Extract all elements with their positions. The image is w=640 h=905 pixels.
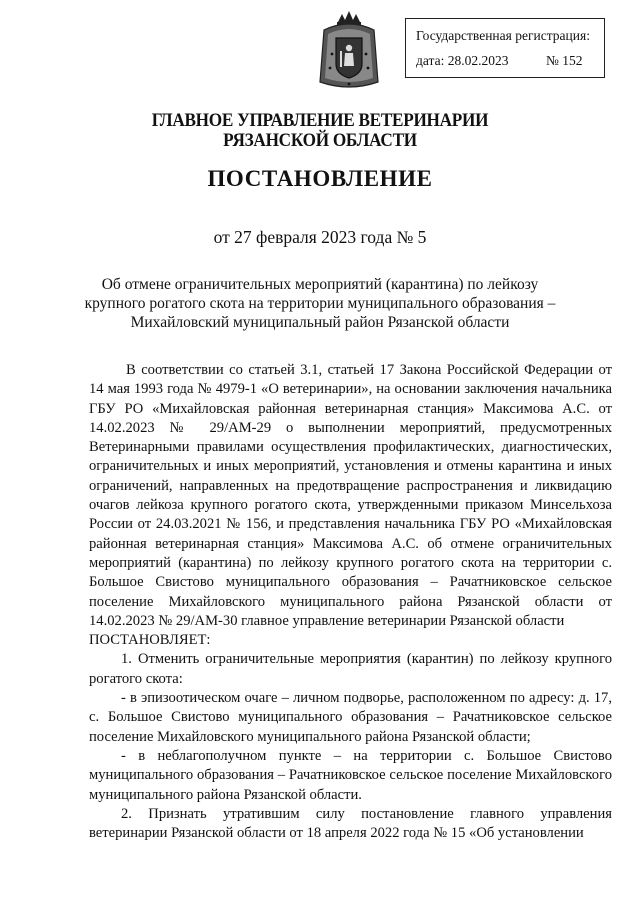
registration-date: дата: 28.02.2023 (416, 53, 509, 68)
paragraph-item-1: 1. Отменить ограничительные мероприятия (карантин) по лейкозу крупного рогатого скота: (89, 651, 612, 687)
paragraph-preamble: В соответствии со статьей 3.1, статьей 17 Закона Российской Федерации от 14 мая 1993 года № 4979-1 «О ветеринарии», на основании заключения начальника ГБУ РО «Михайловская районная ветеринарная станция» Максимова А.С. от 14.02.2023 № 29/АМ-29 о выполнении мероприятий, предусмотренных Ветеринарными правилами осуществления профилактических, диагностических, ограничительных и иных мероприятий, установления и отмены карантина и иных ограничений, направленных на предотвращение распространения и ликвидацию очагов лейкоза крупного рогатого скота, утвержденными приказом Минсельхоза России от 24.03.2021 № 156, и представления начальника ГБУ РО «Михайловская районная ветеринарная станция» Максимова А.С. об отмене ограничительных мероприятий (карантина) по лейкозу крупного рогатого скота на территории с. Большое Свистово муниципального образования – Рачатниковское сельское поселение Михайловского муниципального района Рязанской области от 14.02.2023 № 29/АМ-30 главное управление ветеринарии Рязанской области (89, 362, 612, 629)
organization-name-line2: РЯЗАНСКОЙ ОБЛАСТИ (223, 131, 417, 151)
document-date: от 27 февраля 2023 года № 5 (213, 227, 427, 247)
document-subject: Об отмене ограничительных мероприятий (карантина) по лейкозу крупного рогатого скота на территории муниципального образования – Михайловский муниципальный район Рязанской области (84, 276, 556, 331)
coat-of-arms-ryazan-icon (316, 8, 382, 92)
document-type: ПОСТАНОВЛЕНИЕ (207, 166, 433, 191)
organization-name-line1: ГЛАВНОЕ УПРАВЛЕНИЕ ВЕТЕРИНАРИИ (151, 111, 489, 131)
paragraph-item-2: 2. Признать утратившим силу постановление главного управления ветеринарии Рязанской области от 18 апреля 2022 года № 15 «Об установлении (89, 805, 612, 842)
paragraph-resolves: ПОСТАНОВЛЯЕТ: (89, 632, 211, 649)
registration-title: Государственная регистрация: (416, 28, 590, 43)
paragraph-item-1-point: - в неблагополучном пункте – на территории с. Большое Свистово муниципального образования – Рачатниковское сельское поселение Михайловского муниципального района Рязанской области. (89, 747, 612, 803)
document-body (89, 361, 612, 843)
registration-number: № 152 (546, 53, 583, 68)
paragraph-item-1-focus: - в эпизоотическом очаге – личном подворье, расположенном по адресу: д. 17, с. Большое Свистово муниципального образования – Рачатниковское сельское поселение Михайловского муниципального района Рязанской области; (89, 690, 612, 745)
registration-box (405, 18, 605, 78)
